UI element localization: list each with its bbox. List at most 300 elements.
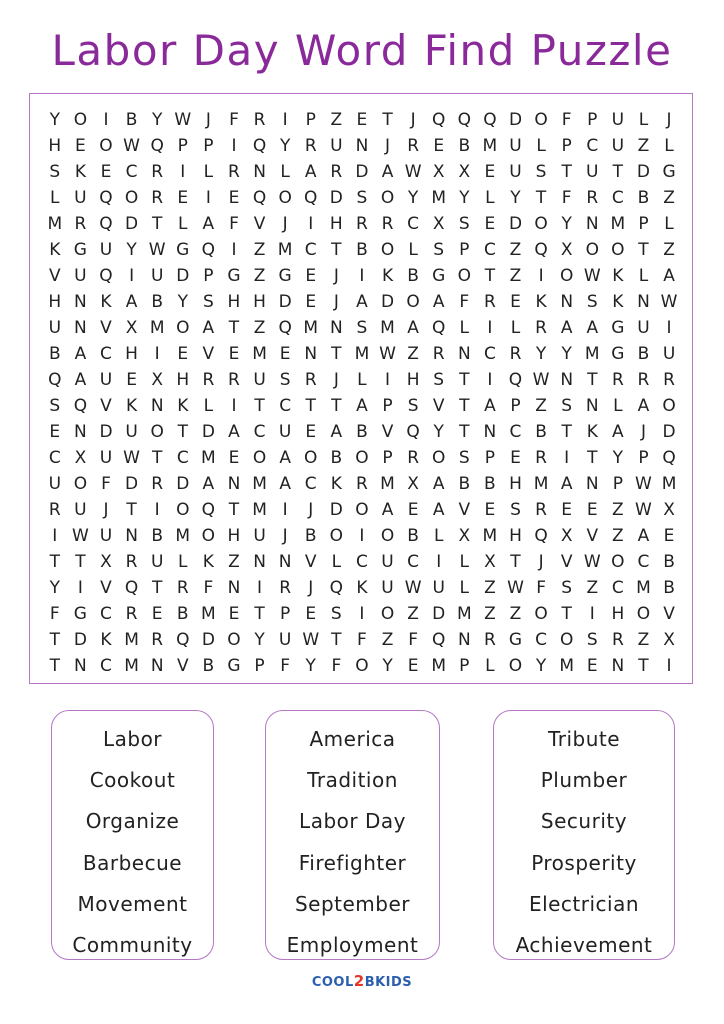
grid-letter: E xyxy=(356,110,368,130)
grid-letter: F xyxy=(561,110,572,130)
word-list-item: Barbecue xyxy=(82,850,183,875)
grid-letter: W xyxy=(660,292,678,312)
page-title: Labor Day Word Find Puzzle xyxy=(51,26,673,75)
grid-letter: S xyxy=(356,188,368,208)
grid-letter: T xyxy=(228,500,240,520)
grid-letter: M xyxy=(47,214,63,234)
grid-letter: R xyxy=(535,500,547,520)
grid-letter: N xyxy=(150,656,164,676)
grid-letter: E xyxy=(561,500,573,520)
grid-letter: B xyxy=(663,552,675,572)
grid-letter: O xyxy=(380,526,395,546)
grid-letter: H xyxy=(509,526,522,546)
grid-letter: Q xyxy=(534,526,548,546)
grid-letter: E xyxy=(75,136,86,156)
grid-letter: A xyxy=(663,266,675,286)
word-list-item: September xyxy=(294,891,411,916)
grid-letter: D xyxy=(99,422,113,442)
word-list-item: Security xyxy=(540,809,628,834)
grid-letter: R xyxy=(151,474,164,494)
grid-letter: L xyxy=(485,188,495,208)
grid-letter: G xyxy=(227,656,241,676)
grid-letter: G xyxy=(611,344,625,364)
grid-letter: Z xyxy=(407,604,419,624)
grid-letter: W xyxy=(635,474,652,494)
grid-letter: R xyxy=(356,214,368,234)
grid-letter: E xyxy=(510,448,521,468)
grid-letter: N xyxy=(355,136,369,156)
grid-letter: I xyxy=(359,604,365,624)
grid-letter: R xyxy=(586,188,599,208)
grid-letter: N xyxy=(560,292,574,312)
grid-letter: M xyxy=(610,214,626,234)
grid-letter: V xyxy=(663,604,675,624)
grid-letter: X xyxy=(407,474,419,494)
grid-letter: A xyxy=(202,214,215,234)
grid-letter: K xyxy=(49,240,61,260)
grid-letter: U xyxy=(509,136,522,156)
grid-letter: Q xyxy=(329,578,344,598)
grid-letter: Q xyxy=(406,422,420,442)
grid-letter: I xyxy=(231,136,237,156)
word-list-item: Plumber xyxy=(540,768,628,793)
grid-letter: F xyxy=(561,188,572,208)
grid-letter: B xyxy=(151,526,163,546)
grid-letter: Q xyxy=(201,240,216,260)
grid-letter: U xyxy=(586,162,599,182)
grid-letter: M xyxy=(431,188,447,208)
grid-letter: R xyxy=(279,578,292,598)
grid-letter: U xyxy=(611,110,625,130)
grid-letter: C xyxy=(100,656,112,676)
grid-letter: Y xyxy=(254,630,265,650)
grid-letter: B xyxy=(407,526,419,546)
grid-letter: P xyxy=(203,266,214,286)
grid-letter: J xyxy=(385,136,391,156)
grid-letter: T xyxy=(535,188,547,208)
grid-letter: D xyxy=(278,292,292,312)
grid-letter: D xyxy=(662,422,676,442)
grid-letter: A xyxy=(381,500,394,520)
grid-letter: T xyxy=(638,240,649,260)
grid-letter: T xyxy=(638,656,649,676)
grid-letter: N xyxy=(278,552,292,572)
grid-letter: E xyxy=(407,656,419,676)
grid-letter: H xyxy=(48,292,62,312)
grid-letter: M xyxy=(201,448,216,468)
grid-letter: C xyxy=(125,162,138,182)
grid-letter: P xyxy=(382,448,393,468)
grid-letter: Z xyxy=(484,578,496,598)
grid-letter: C xyxy=(100,344,112,364)
grid-letter: L xyxy=(536,136,546,156)
grid-letter: M xyxy=(584,344,600,364)
word-list-item: America xyxy=(309,727,396,751)
grid-letter: L xyxy=(331,552,342,572)
grid-letter: T xyxy=(49,630,60,650)
grid-letter: Z xyxy=(637,630,650,650)
grid-letter: E xyxy=(49,422,61,442)
grid-letter: D xyxy=(125,474,139,494)
grid-letter: T xyxy=(331,344,342,364)
grid-letter: U xyxy=(125,422,138,442)
grid-letter: B xyxy=(637,188,650,208)
grid-letter: O xyxy=(380,604,395,624)
grid-letter: A xyxy=(560,474,573,494)
grid-letter: P xyxy=(638,448,649,468)
grid-letter: D xyxy=(329,188,343,208)
grid-letter: X xyxy=(100,552,112,572)
grid-letter: U xyxy=(99,370,113,390)
grid-letter: S xyxy=(586,292,598,312)
grid-letter: T xyxy=(126,500,137,520)
grid-letter: O xyxy=(355,500,369,520)
grid-letter: M xyxy=(252,500,267,520)
grid-letter: F xyxy=(408,630,418,650)
grid-letter: Q xyxy=(201,500,216,520)
grid-letter: R xyxy=(535,318,547,338)
grid-letter: K xyxy=(586,422,598,442)
grid-letter: Z xyxy=(330,110,343,130)
grid-letter: Y xyxy=(535,344,547,364)
grid-letter: R xyxy=(304,370,317,390)
grid-letter: A xyxy=(560,318,573,338)
grid-letter: A xyxy=(356,396,368,416)
grid-letter: W xyxy=(71,526,89,546)
grid-letter: Z xyxy=(253,240,266,260)
grid-letter: T xyxy=(459,370,470,390)
grid-letter: S xyxy=(49,396,61,416)
grid-letter: I xyxy=(487,370,493,390)
grid-letter: R xyxy=(483,630,496,650)
grid-letter: U xyxy=(509,162,522,182)
grid-letter: B xyxy=(458,136,471,156)
grid-letter: O xyxy=(534,604,548,624)
grid-letter: J xyxy=(410,110,416,130)
grid-letter: B xyxy=(356,240,368,260)
grid-letter: U xyxy=(99,448,113,468)
grid-letter: E xyxy=(305,292,317,312)
grid-letter: O xyxy=(585,240,599,260)
grid-letter: T xyxy=(587,448,598,468)
grid-letter: M xyxy=(303,318,319,338)
grid-letter: N xyxy=(637,292,650,312)
grid-letter: J xyxy=(282,214,288,234)
grid-letter: C xyxy=(586,136,599,156)
grid-letter: A xyxy=(228,422,240,442)
grid-letter: W xyxy=(123,448,140,468)
grid-letter: A xyxy=(586,318,599,338)
grid-letter: T xyxy=(49,656,60,676)
grid-letter: A xyxy=(432,292,445,312)
grid-letter: E xyxy=(305,604,317,624)
grid-letter: L xyxy=(459,318,470,338)
grid-letter: I xyxy=(487,318,493,338)
grid-letter: H xyxy=(125,344,138,364)
grid-letter: A xyxy=(304,162,317,182)
grid-letter: B xyxy=(330,448,343,468)
grid-letter: T xyxy=(228,318,240,338)
grid-letter: J xyxy=(333,370,339,390)
grid-letter: G xyxy=(662,162,676,182)
grid-letter: L xyxy=(50,188,60,208)
grid-letter: L xyxy=(203,162,214,182)
grid-letter: T xyxy=(305,396,316,416)
grid-letter: Z xyxy=(663,188,675,208)
grid-letter: M xyxy=(431,656,447,676)
grid-letter: E xyxy=(177,188,189,208)
grid-letter: O xyxy=(176,500,190,520)
grid-letter: I xyxy=(257,578,263,598)
grid-letter: N xyxy=(74,422,87,442)
word-list-item: Achievement xyxy=(515,932,653,957)
grid-letter: V xyxy=(560,552,573,572)
grid-letter: B xyxy=(202,656,215,676)
grid-letter: H xyxy=(406,370,420,390)
logo-part-1: COOL xyxy=(311,975,354,990)
grid-letter: T xyxy=(75,552,86,572)
grid-letter: J xyxy=(640,422,646,442)
grid-letter: A xyxy=(484,396,496,416)
grid-letter: F xyxy=(331,656,342,676)
grid-letter: A xyxy=(381,162,394,182)
grid-letter: T xyxy=(331,630,342,650)
grid-letter: R xyxy=(151,188,164,208)
word-list-item: Tribute xyxy=(547,727,621,751)
grid-letter: J xyxy=(333,292,339,312)
grid-letter: I xyxy=(231,240,237,260)
grid-letter: E xyxy=(126,370,137,390)
grid-letter: N xyxy=(227,578,241,598)
grid-letter: Q xyxy=(508,370,523,390)
grid-letter: M xyxy=(636,578,651,598)
grid-letter: S xyxy=(433,370,445,390)
word-list-item: Electrician xyxy=(528,891,640,916)
grid-letter: V xyxy=(586,526,599,546)
grid-letter: T xyxy=(587,370,598,390)
grid-letter: P xyxy=(459,240,470,260)
grid-letter: U xyxy=(150,266,164,286)
grid-letter: E xyxy=(228,604,240,624)
grid-letter: R xyxy=(48,500,61,520)
grid-letter: S xyxy=(49,162,61,182)
grid-letter: V xyxy=(432,396,445,416)
grid-letter: C xyxy=(176,448,189,468)
grid-letter: N xyxy=(483,422,497,442)
grid-letter: B xyxy=(484,474,496,494)
grid-letter: T xyxy=(331,396,342,416)
grid-letter: Q xyxy=(432,318,446,338)
word-list-1 xyxy=(51,710,214,960)
grid-letter: O xyxy=(380,240,395,260)
grid-letter: T xyxy=(177,422,188,442)
word-list-2 xyxy=(265,710,440,960)
grid-letter: N xyxy=(457,630,471,650)
grid-letter: J xyxy=(538,552,544,572)
grid-letter: P xyxy=(459,656,470,676)
grid-letter: L xyxy=(459,578,470,598)
grid-letter: I xyxy=(205,188,211,208)
grid-letter: I xyxy=(385,370,391,390)
grid-letter: C xyxy=(407,214,420,234)
grid-letter: U xyxy=(432,578,445,598)
grid-letter: J xyxy=(666,110,672,130)
grid-letter: O xyxy=(559,630,574,650)
grid-letter: C xyxy=(483,240,496,260)
grid-letter: U xyxy=(74,188,87,208)
grid-letter: X xyxy=(560,526,573,546)
grid-letter: M xyxy=(533,474,549,494)
grid-letter: I xyxy=(666,318,672,338)
grid-letter: E xyxy=(228,188,240,208)
word-list-item: Tradition xyxy=(307,768,398,793)
grid-letter: E xyxy=(407,500,419,520)
grid-letter: N xyxy=(457,344,471,364)
grid-letter: Y xyxy=(561,214,572,234)
grid-letter: N xyxy=(304,344,318,364)
grid-letter: H xyxy=(329,214,343,234)
grid-letter: C xyxy=(535,630,548,650)
grid-letter: W xyxy=(174,110,192,130)
grid-letter: R xyxy=(253,110,266,130)
grid-letter: U xyxy=(637,318,650,338)
grid-letter: I xyxy=(282,110,288,130)
grid-letter: C xyxy=(304,240,317,260)
grid-letter: V xyxy=(458,500,471,520)
word-list-item: Employment xyxy=(286,932,419,957)
grid-letter: O xyxy=(278,188,292,208)
grid-letter: Q xyxy=(534,240,548,260)
grid-letter: O xyxy=(611,552,625,572)
grid-letter: M xyxy=(175,526,191,546)
grid-letter: N xyxy=(253,552,266,572)
grid-letter: A xyxy=(407,318,419,338)
grid-letter: W xyxy=(404,578,422,598)
grid-letter: A xyxy=(279,474,291,494)
grid-letter: U xyxy=(253,526,266,546)
grid-letter: U xyxy=(611,136,625,156)
grid-letter: A xyxy=(279,448,291,468)
grid-letter: P xyxy=(177,136,188,156)
grid-letter: E xyxy=(177,344,189,364)
grid-letter: L xyxy=(638,266,649,286)
grid-letter: I xyxy=(52,526,58,546)
grid-letter: O xyxy=(559,266,574,286)
grid-letter: O xyxy=(380,188,395,208)
grid-letter: D xyxy=(176,474,190,494)
grid-letter: D xyxy=(125,214,139,234)
grid-letter: V xyxy=(304,552,317,572)
grid-letter: L xyxy=(664,136,674,156)
grid-letter: U xyxy=(330,136,343,156)
grid-letter: S xyxy=(279,370,291,390)
grid-letter: Y xyxy=(561,344,572,364)
grid-letter: X xyxy=(663,630,675,650)
grid-letter: Q xyxy=(278,318,292,338)
grid-letter: N xyxy=(74,318,87,338)
grid-letter: S xyxy=(330,604,342,624)
grid-letter: C xyxy=(279,396,292,416)
grid-letter: Y xyxy=(535,656,547,676)
grid-letter: O xyxy=(508,656,523,676)
grid-letter: G xyxy=(227,266,241,286)
logo-part-3: BKIDS xyxy=(364,975,413,990)
word-list-item: Firefighter xyxy=(298,850,407,875)
word-list-item: Labor xyxy=(102,727,163,751)
grid-letter: E xyxy=(151,604,163,624)
grid-letter: P xyxy=(612,474,623,494)
grid-letter: P xyxy=(510,396,521,416)
grid-letter: E xyxy=(279,344,291,364)
grid-letter: H xyxy=(176,370,190,390)
grid-letter: G xyxy=(176,240,190,260)
grid-letter: Z xyxy=(612,500,624,520)
grid-letter: T xyxy=(561,604,572,624)
grid-letter: Z xyxy=(586,578,599,598)
grid-letter: R xyxy=(176,578,189,598)
grid-letter: U xyxy=(74,266,87,286)
grid-letter: L xyxy=(638,110,649,130)
grid-letter: E xyxy=(586,500,598,520)
grid-letter: Y xyxy=(612,448,624,468)
grid-letter: K xyxy=(535,292,547,312)
grid-letter: R xyxy=(535,448,547,468)
grid-letter: R xyxy=(228,370,240,390)
grid-letter: O xyxy=(124,188,139,208)
grid-letter: O xyxy=(150,422,164,442)
grid-letter: O xyxy=(457,266,471,286)
grid-letter: I xyxy=(564,448,570,468)
letter-grid xyxy=(42,107,682,679)
grid-letter: Q xyxy=(73,396,88,416)
grid-letter: Z xyxy=(253,266,266,286)
grid-letter: E xyxy=(228,344,240,364)
grid-letter: V xyxy=(48,266,61,286)
grid-letter: R xyxy=(125,604,138,624)
grid-letter: C xyxy=(253,422,266,442)
grid-letter: L xyxy=(664,214,674,234)
grid-letter: U xyxy=(278,630,292,650)
grid-letter: Y xyxy=(49,578,60,598)
grid-letter: N xyxy=(585,396,599,416)
grid-letter: I xyxy=(231,396,237,416)
grid-letter: K xyxy=(612,292,624,312)
grid-letter: Q xyxy=(432,110,446,130)
grid-letter: Q xyxy=(99,214,113,234)
grid-letter: H xyxy=(227,292,241,312)
grid-letter: E xyxy=(305,266,317,286)
grid-letter: Z xyxy=(509,604,522,624)
grid-letter: D xyxy=(176,266,190,286)
grid-letter: T xyxy=(382,110,393,130)
grid-letter: O xyxy=(227,630,241,650)
grid-letter: U xyxy=(99,240,113,260)
grid-letter: X xyxy=(560,240,573,260)
grid-letter: M xyxy=(354,344,370,364)
grid-letter: O xyxy=(201,526,216,546)
grid-letter: B xyxy=(407,266,419,286)
grid-letter: O xyxy=(73,474,88,494)
grid-letter: I xyxy=(359,266,365,286)
logo-part-2: 2 xyxy=(353,972,365,990)
grid-letter: R xyxy=(151,162,164,182)
grid-letter: K xyxy=(612,266,624,286)
grid-letter: W xyxy=(583,552,601,572)
grid-letter: H xyxy=(509,474,522,494)
grid-letter: D xyxy=(201,422,215,442)
grid-letter: H xyxy=(48,136,62,156)
grid-letter: C xyxy=(407,552,420,572)
